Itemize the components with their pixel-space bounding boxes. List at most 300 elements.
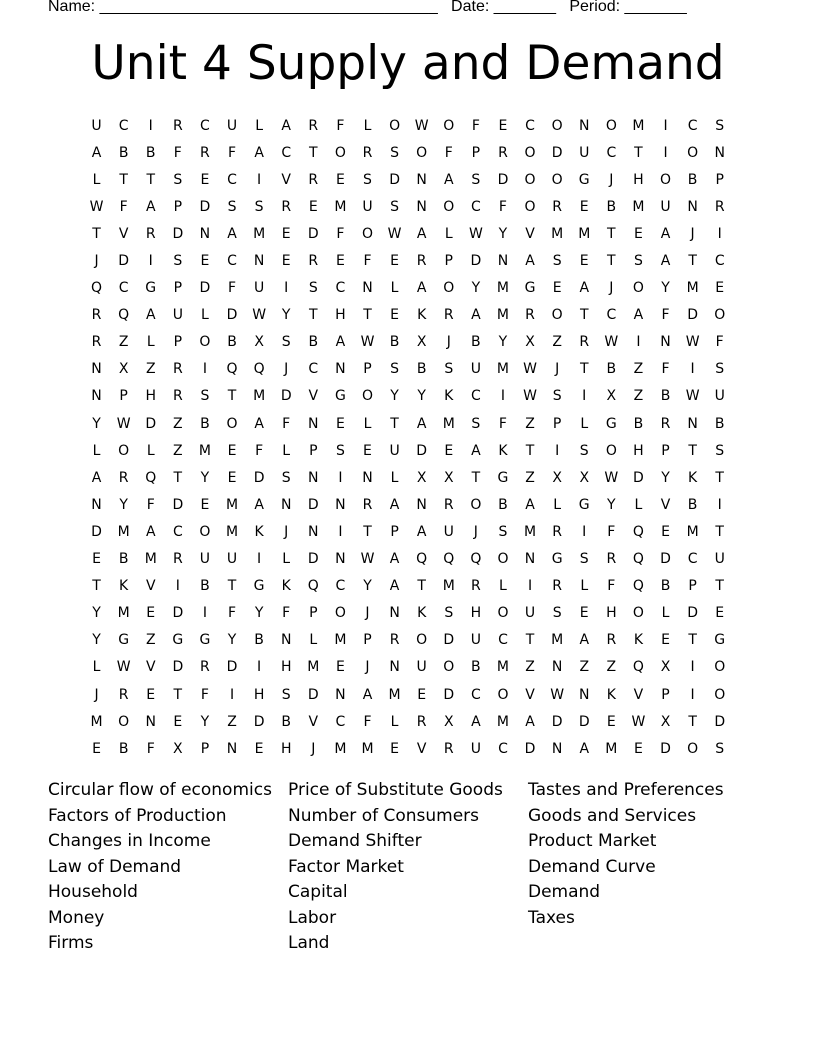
grid-letter: R — [172, 551, 183, 568]
grid-letter: F — [146, 496, 155, 513]
grid-letter: Y — [200, 713, 210, 730]
grid-letter: C — [687, 117, 698, 134]
grid-letter: A — [633, 307, 644, 324]
grid-letter: O — [551, 307, 563, 324]
grid-row — [83, 329, 733, 356]
grid-letter: I — [229, 686, 235, 703]
grid-letter: J — [473, 523, 478, 540]
grid-letter: N — [660, 334, 671, 351]
grid-letter: S — [281, 686, 291, 703]
grid-letter: Q — [145, 469, 157, 486]
grid-letter: A — [525, 713, 535, 730]
grid-letter: F — [661, 361, 670, 378]
grid-row — [83, 356, 733, 383]
grid-letter: S — [471, 415, 481, 432]
grid-letter: S — [227, 198, 237, 215]
grid-letter: I — [500, 388, 506, 405]
grid-letter: E — [335, 659, 345, 676]
grid-letter: B — [606, 361, 617, 378]
grid-letter: N — [226, 740, 238, 757]
grid-letter: L — [146, 442, 155, 459]
grid-letter: A — [145, 307, 156, 324]
grid-letter: I — [582, 388, 587, 405]
grid-letter: E — [281, 225, 291, 242]
grid-letter: M — [90, 713, 103, 730]
grid-letter: F — [336, 225, 345, 242]
grid-letter: B — [227, 334, 237, 351]
grid-letter: Q — [118, 307, 130, 324]
grid-letter: D — [253, 713, 265, 730]
grid-letter: C — [470, 388, 481, 405]
grid-letter: T — [309, 144, 318, 161]
grid-letter: M — [496, 280, 509, 297]
grid-letter: E — [227, 469, 237, 486]
grid-letter: N — [335, 551, 346, 568]
grid-letter: F — [363, 713, 372, 730]
grid-letter: E — [606, 713, 616, 730]
grid-letter: V — [633, 686, 644, 703]
grid-letter: M — [496, 361, 509, 378]
grid-letter: X — [443, 469, 454, 486]
grid-letter: O — [443, 117, 455, 134]
grid-letter: S — [335, 442, 345, 459]
grid-letter: D — [172, 605, 184, 622]
grid-letter: U — [253, 280, 265, 297]
grid-letter: M — [334, 740, 347, 757]
grid-letter: U — [172, 307, 183, 324]
grid-letter: N — [308, 469, 319, 486]
grid-letter: F — [363, 253, 372, 270]
grid-letter: M — [578, 225, 591, 242]
grid-letter: N — [578, 686, 590, 703]
grid-letter: L — [146, 334, 155, 351]
grid-letter: Z — [633, 361, 644, 378]
grid-letter: A — [579, 740, 590, 757]
grid-letter: G — [578, 171, 590, 188]
grid-row — [83, 491, 733, 518]
grid-letter: R — [443, 307, 454, 324]
grid-letter: Z — [633, 388, 644, 405]
word-list-column — [528, 778, 768, 957]
grid-letter: M — [388, 686, 401, 703]
grid-row — [83, 735, 733, 762]
grid-letter: Q — [470, 551, 482, 568]
word-list-item: Number of Consumers — [288, 805, 480, 826]
word-list — [48, 778, 768, 957]
grid-letter: S — [390, 144, 400, 161]
grid-letter: H — [253, 686, 265, 703]
grid-letter: F — [471, 117, 480, 134]
grid-letter: T — [579, 307, 589, 324]
grid-letter: E — [335, 415, 345, 432]
grid-letter: C — [335, 713, 346, 730]
grid-letter: C — [606, 144, 617, 161]
grid-letter: F — [444, 144, 453, 161]
grid-letter: D — [307, 496, 319, 513]
grid-letter: Y — [119, 496, 128, 513]
grid-letter: O — [524, 171, 536, 188]
grid-letter: Z — [552, 334, 562, 351]
grid-letter: I — [527, 578, 533, 595]
word-list-item: Tastes and Preferences — [528, 780, 724, 800]
grid-letter: W — [116, 659, 131, 676]
grid-row — [83, 193, 733, 220]
grid-letter: O — [551, 117, 563, 134]
grid-letter: F — [498, 198, 507, 215]
grid-letter: W — [523, 388, 537, 405]
grid-row — [83, 654, 733, 681]
grid-letter: I — [257, 171, 262, 188]
grid-letter: C — [525, 117, 535, 134]
grid-letter: S — [308, 280, 318, 297]
grid-letter: C — [227, 171, 237, 188]
grid-letter: K — [417, 605, 427, 622]
grid-letter: D — [307, 225, 319, 242]
grid-letter: E — [281, 253, 291, 270]
grid-letter: L — [92, 659, 101, 676]
grid-letter: E — [254, 740, 264, 757]
grid-letter: T — [525, 632, 535, 649]
grid-letter: B — [308, 334, 319, 351]
grid-letter: Y — [390, 388, 399, 405]
grid-letter: R — [145, 225, 156, 242]
grid-letter: F — [227, 280, 237, 297]
grid-letter: M — [496, 713, 509, 730]
grid-letter: C — [687, 551, 698, 568]
grid-letter: D — [226, 659, 238, 676]
grid-letter: J — [365, 605, 370, 622]
grid-letter: G — [118, 632, 130, 649]
grid-letter: D — [687, 307, 698, 324]
grid-letter: A — [525, 496, 535, 513]
grid-letter: A — [254, 144, 264, 161]
grid-letter: B — [471, 334, 481, 351]
grid-letter: S — [281, 334, 291, 351]
grid-letter: G — [145, 280, 157, 297]
grid-letter: N — [551, 659, 563, 676]
grid-letter: E — [579, 253, 589, 270]
grid-letter: D — [199, 198, 211, 215]
grid-letter: T — [92, 225, 101, 242]
grid-letter: B — [687, 171, 698, 188]
grid-letter: E — [715, 605, 725, 622]
grid-letter: L — [390, 713, 399, 730]
grid-letter: B — [200, 415, 210, 432]
grid-letter: V — [118, 225, 129, 242]
grid-letter: O — [660, 171, 672, 188]
grid-letter: U — [470, 740, 481, 757]
student-info-line: Name: ______________________________________ Date: _______ Period: _______ — [48, 0, 687, 15]
grid-letter: E — [92, 740, 101, 757]
grid-letter: D — [551, 713, 563, 730]
grid-letter: Y — [92, 605, 101, 622]
grid-letter: T — [471, 469, 481, 486]
grid-letter: R — [200, 144, 210, 161]
grid-letter: A — [416, 280, 427, 297]
grid-letter: I — [257, 551, 262, 568]
grid-letter: T — [227, 388, 237, 405]
grid-letter: R — [200, 659, 210, 676]
grid-letter: U — [362, 198, 373, 215]
grid-letter: Y — [200, 469, 210, 486]
grid-letter: P — [390, 523, 399, 540]
grid-letter: R — [552, 198, 562, 215]
grid-letter: E — [552, 280, 562, 297]
grid-letter: W — [685, 388, 700, 405]
grid-letter: F — [282, 415, 291, 432]
grid-letter: R — [308, 117, 319, 134]
grid-letter: O — [334, 605, 346, 622]
grid-letter: G — [172, 632, 184, 649]
grid-letter: A — [389, 551, 400, 568]
grid-letter: N — [578, 117, 590, 134]
grid-letter: U — [199, 551, 211, 568]
grid-letter: Y — [227, 632, 237, 649]
grid-letter: D — [118, 253, 130, 270]
grid-letter: F — [607, 523, 616, 540]
grid-letter: T — [92, 578, 101, 595]
grid-letter: V — [281, 171, 291, 188]
grid-letter: S — [552, 253, 562, 270]
grid-letter: R — [362, 496, 373, 513]
grid-letter: E — [308, 198, 318, 215]
grid-letter: M — [307, 659, 320, 676]
grid-letter: A — [579, 632, 590, 649]
grid-letter: R — [470, 578, 481, 595]
grid-letter: T — [227, 578, 237, 595]
grid-letter: L — [661, 605, 670, 622]
word-list-item: Money — [48, 907, 105, 928]
grid-letter: K — [633, 632, 644, 649]
grid-letter: K — [281, 578, 291, 595]
grid-letter: P — [309, 442, 318, 459]
grid-letter: Z — [525, 415, 535, 432]
grid-letter: B — [254, 632, 264, 649]
grid-letter: M — [225, 496, 239, 513]
grid-letter: N — [497, 253, 509, 270]
grid-letter: C — [498, 740, 508, 757]
grid-letter: A — [254, 496, 264, 513]
grid-letter: B — [200, 578, 210, 595]
grid-letter: B — [714, 415, 725, 432]
grid-row — [83, 437, 733, 464]
grid-letter: O — [524, 198, 536, 215]
grid-letter: T — [688, 442, 697, 459]
grid-letter: M — [253, 225, 266, 242]
grid-row — [83, 573, 733, 600]
grid-letter: E — [200, 496, 210, 513]
grid-letter: I — [690, 361, 695, 378]
word-list-column — [48, 778, 288, 957]
grid-letter: R — [579, 334, 590, 351]
grid-letter: E — [92, 551, 101, 568]
grid-letter: M — [198, 442, 211, 459]
grid-row — [83, 275, 733, 302]
grid-letter: O — [443, 198, 455, 215]
word-list-item: Demand — [528, 882, 601, 902]
grid-letter: L — [201, 307, 209, 324]
grid-letter: A — [579, 280, 590, 297]
grid-letter: J — [609, 280, 614, 297]
grid-letter: J — [284, 523, 289, 540]
grid-letter: V — [308, 388, 319, 405]
grid-letter: R — [606, 632, 617, 649]
grid-letter: H — [470, 605, 482, 622]
grid-letter: W — [414, 117, 429, 134]
grid-letter: V — [145, 659, 156, 676]
grid-letter: D — [91, 523, 102, 540]
grid-letter: I — [338, 469, 343, 486]
grid-letter: L — [580, 578, 589, 595]
grid-letter: S — [363, 171, 372, 188]
grid-letter: J — [94, 686, 99, 703]
grid-letter: T — [309, 307, 318, 324]
grid-letter: Y — [92, 415, 101, 432]
grid-letter: A — [525, 253, 535, 270]
grid-letter: M — [253, 388, 266, 405]
grid-letter: M — [686, 280, 699, 297]
grid-letter: S — [444, 361, 454, 378]
grid-letter: M — [442, 578, 455, 595]
grid-letter: U — [524, 605, 536, 622]
grid-letter: A — [254, 415, 264, 432]
grid-letter: F — [498, 415, 507, 432]
word-list-item: Firms — [48, 933, 94, 953]
grid-letter: K — [417, 307, 427, 324]
grid-letter: T — [363, 307, 372, 324]
grid-letter: D — [497, 171, 509, 188]
grid-row — [83, 302, 733, 329]
grid-letter: Y — [661, 469, 670, 486]
grid-letter: L — [390, 280, 399, 297]
grid-letter: O — [199, 523, 211, 540]
grid-letter: Y — [607, 496, 616, 513]
grid-letter: N — [416, 171, 427, 188]
grid-letter: Z — [145, 632, 156, 649]
grid-letter: D — [199, 280, 211, 297]
grid-letter: T — [607, 253, 616, 270]
grid-letter: N — [145, 713, 156, 730]
grid-letter: A — [471, 713, 481, 730]
grid-letter: N — [551, 740, 563, 757]
grid-letter: P — [119, 388, 128, 405]
grid-letter: S — [471, 171, 481, 188]
grid-letter: D — [443, 686, 455, 703]
grid-letter: M — [334, 632, 347, 649]
grid-letter: S — [173, 253, 183, 270]
grid-letter: O — [551, 171, 563, 188]
word-list-item: Factor Market — [288, 856, 404, 877]
grid-letter: F — [607, 578, 616, 595]
grid-letter: A — [227, 225, 237, 242]
grid-letter: U — [389, 442, 400, 459]
grid-letter: N — [362, 469, 373, 486]
grid-letter: T — [363, 523, 372, 540]
grid-letter: E — [390, 253, 399, 270]
grid-letter: K — [688, 469, 698, 486]
grid-letter: G — [605, 415, 617, 432]
grid-row — [83, 464, 733, 491]
grid-letter: T — [688, 253, 697, 270]
grid-letter: A — [91, 469, 102, 486]
grid-letter: W — [604, 469, 619, 486]
grid-letter: A — [660, 225, 671, 242]
grid-letter: U — [226, 117, 238, 134]
grid-letter: D — [714, 713, 726, 730]
grid-letter: N — [91, 496, 102, 513]
grid-letter: N — [199, 225, 211, 242]
grid-letter: C — [118, 280, 129, 297]
grid-letter: T — [688, 713, 697, 730]
grid-letter: I — [555, 442, 560, 459]
grid-letter: D — [307, 551, 319, 568]
grid-letter: C — [470, 686, 481, 703]
grid-letter: N — [335, 686, 346, 703]
grid-letter: E — [444, 442, 454, 459]
grid-letter: P — [688, 578, 697, 595]
grid-letter: H — [335, 307, 346, 324]
grid-letter: N — [308, 415, 319, 432]
grid-letter: Q — [253, 361, 265, 378]
grid-letter: G — [524, 280, 536, 297]
grid-letter: F — [282, 605, 291, 622]
grid-letter: E — [715, 280, 725, 297]
grid-letter: R — [416, 253, 427, 270]
grid-letter: W — [89, 198, 104, 215]
grid-letter: D — [253, 469, 265, 486]
grid-letter: B — [389, 334, 400, 351]
grid-letter: A — [362, 686, 373, 703]
grid-letter: T — [715, 523, 724, 540]
grid-letter: E — [335, 171, 345, 188]
grid-letter: S — [715, 442, 725, 459]
grid-letter: M — [117, 605, 130, 622]
grid-letter: R — [118, 469, 129, 486]
grid-letter: D — [443, 632, 455, 649]
grid-letter: R — [281, 198, 292, 215]
grid-letter: W — [116, 415, 131, 432]
grid-letter: I — [148, 117, 153, 134]
grid-letter: E — [335, 253, 345, 270]
word-list-item: Labor — [288, 907, 337, 928]
grid-letter: Y — [281, 307, 291, 324]
grid-letter: E — [200, 253, 210, 270]
grid-letter: V — [525, 225, 535, 242]
grid-letter: N — [280, 496, 292, 513]
grid-letter: I — [690, 659, 695, 676]
grid-letter: E — [579, 198, 589, 215]
grid-letter: O — [632, 605, 644, 622]
grid-letter: N — [280, 632, 292, 649]
grid-letter: L — [363, 415, 372, 432]
grid-letter: K — [254, 523, 264, 540]
grid-letter: N — [308, 523, 319, 540]
grid-letter: D — [416, 442, 428, 459]
grid-letter: H — [280, 740, 292, 757]
grid-letter: T — [390, 415, 399, 432]
grid-letter: O — [632, 280, 644, 297]
grid-letter: B — [687, 496, 698, 513]
grid-letter: I — [257, 659, 262, 676]
grid-letter: G — [253, 578, 265, 595]
grid-letter: X — [416, 334, 427, 351]
grid-letter: E — [417, 686, 427, 703]
grid-letter: Y — [498, 334, 508, 351]
grid-letter: L — [92, 171, 101, 188]
grid-letter: L — [553, 496, 562, 513]
grid-letter: B — [118, 740, 129, 757]
grid-letter: R — [91, 334, 102, 351]
